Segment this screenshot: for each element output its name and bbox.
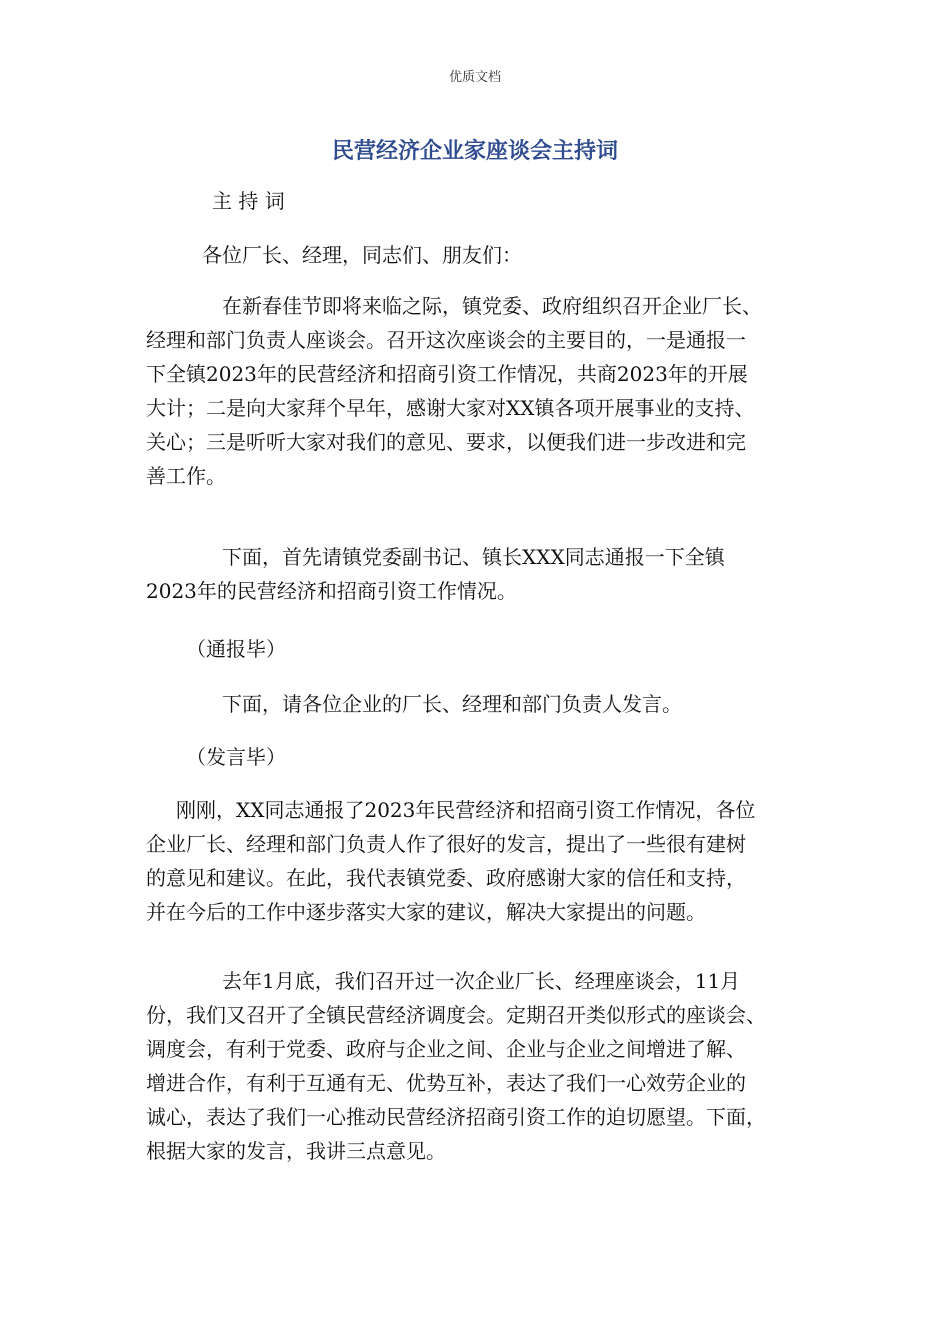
paragraph-intro: 在新春佳节即将来临之际，镇党委、政府组织召开企业厂长、 经理和部门负责人座谈会。召开这次座谈会的主要目的，一是通报一 下全镇2023年的民营经济和招商引资工作情况，共商2023年的开展 大计；二是向大家拜个早年，感谢大家对XX镇各项开展事业的支持、 关心；三是听听大家对我们的意见、要求，以便我们进一步改进和完 善工作。 [146, 294, 762, 488]
paragraph-report-request: 下面，首先请镇党委副书记、镇长XXX同志通报一下全镇 2023年的民营经济和招商引资工作情况。 [146, 545, 725, 603]
page-header: 优质文档 [448, 70, 501, 85]
note-speech-finished: （发言毕） [186, 745, 286, 769]
paragraph-speech-request: 下面，请各位企业的厂长、经理和部门负责人发言。 [222, 692, 682, 716]
note-report-finished: （通报毕） [186, 637, 286, 661]
document-title: 民营经济企业家座谈会主持词 [331, 139, 618, 164]
paragraph-review: 去年1月底，我们召开过一次企业厂长、经理座谈会，11月 份，我们又召开了全镇民营经济调度会。定期召开类似形式的座谈会、 调度会，有利于党委、政府与企业之间、企业与企业之间增进了解、 增进合作，有利于互通有无、优势互补，表达了我们一心效劳企业的 诚心，表达了我们一心推动民营经济招商引资工作的迫切愿望。下面， 根据大家的发言，我讲三点意见。 [146, 969, 766, 1163]
paragraph-thanks: 刚刚，XX同志通报了2023年民营经济和招商引资工作情况，各位 企业厂长、经理和部门负责人作了很好的发言，提出了一些很有建树 的意见和建议。在此，我代表镇党委、政府感谢大家的信任和支持， 并在今后的工作中逐步落实大家的建议，解决大家提出的问题。 [146, 798, 756, 924]
host-label: 主 持 词 [212, 189, 285, 213]
salutation: 各位厂长、经理，同志们、朋友们： [202, 243, 522, 267]
